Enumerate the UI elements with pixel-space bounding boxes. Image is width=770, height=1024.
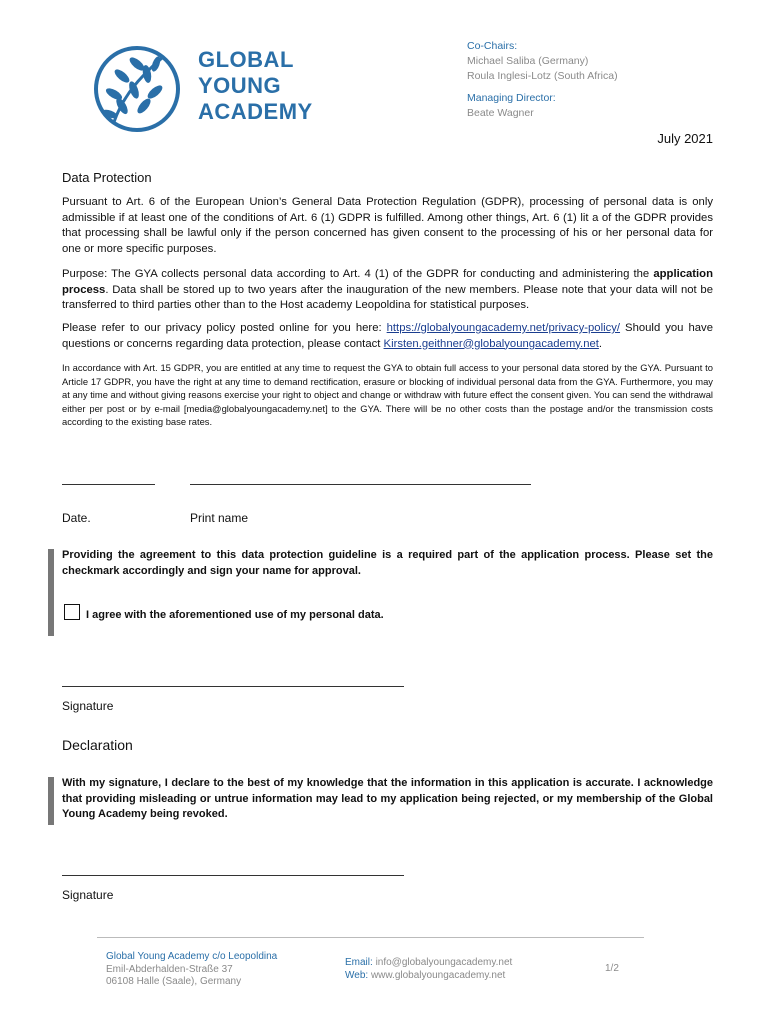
paragraph-gdpr: Pursuant to Art. 6 of the European Union’s General Data Protection Regulation (GDPR), processing of personal data is only admissible if at least one of the conditions of Art. 6 (1) GDPR is fulfilled. Among other things, Art. 6 (1) lit a of the GDPR provides that processing shall be lawful only if the person concerned has given consent to the processing of his or her personal data for one or more specific purposes. xyxy=(62,196,713,255)
declaration-side-bar xyxy=(48,777,54,825)
policy-text-b: Should you have questions or concerns regarding data protection, please contact xyxy=(62,322,713,350)
cochairs-label: Co-Chairs: xyxy=(467,40,518,52)
footer-web[interactable]: www.globalyoungacademy.net xyxy=(370,969,506,981)
declaration-text: With my signature, I declare to the best of my knowledge that the information in this application is accurate. I acknowledge that providing misleading or untrue information may lead to my application being rejected, or my membership of the Global Young Academy being revoked. xyxy=(62,777,713,820)
agree-checkbox-label: I agree with the aforementioned use of my personal data. xyxy=(86,609,384,621)
agreement-side-bar xyxy=(48,549,54,636)
privacy-policy-link[interactable]: https://globalyoungacademy.net/privacy-policy/ xyxy=(386,322,621,334)
footer-email[interactable]: info@globalyoungacademy.net xyxy=(375,957,513,968)
logo-line3: ACADEMY xyxy=(198,99,313,124)
policy-text-a: Please refer to our privacy policy posted online for you here: xyxy=(62,322,387,334)
date-line[interactable] xyxy=(62,484,155,485)
signature-label-1: Signature xyxy=(62,699,114,713)
director-label: Managing Director: xyxy=(467,92,556,104)
leaf-globe-icon xyxy=(92,44,184,134)
footer-street: Emil-Abderhalden-Straße 37 xyxy=(106,963,233,975)
footer-email-label: Email: xyxy=(345,957,376,968)
signature-line-2[interactable] xyxy=(62,875,404,876)
date-label: Date. xyxy=(62,511,91,525)
section-title-data-protection: Data Protection xyxy=(62,170,152,185)
print-name-label: Print name xyxy=(190,511,249,525)
policy-text-c: . xyxy=(598,337,603,350)
footer-org: Global Young Academy c/o Leopoldina xyxy=(106,951,278,962)
logo-line1: GLOBAL xyxy=(198,47,294,72)
gya-logo xyxy=(92,44,342,134)
paragraph-purpose xyxy=(62,267,713,314)
contact-email-link[interactable]: Kirsten.geithner@globalyoungacademy.net xyxy=(383,337,599,350)
signature-line-1[interactable] xyxy=(62,686,404,687)
logo-line2: YOUNG xyxy=(198,73,282,98)
agreement-text: Providing the agreement to this data protection guideline is a required part of the application process. Please set the checkmark accordingly and sign your name for approval. xyxy=(62,549,713,577)
footer-web-label: Web: xyxy=(345,969,371,981)
cochair-1: Michael Saliba (Germany) xyxy=(467,55,589,67)
purpose-bold: application process xyxy=(62,268,713,296)
page-number: 1/2 xyxy=(605,963,619,974)
paragraph-privacy-policy xyxy=(62,321,713,352)
cochair-2: Roula Inglesi-Lotz (South Africa) xyxy=(467,70,618,82)
footer-divider xyxy=(97,937,644,938)
purpose-text-a: Purpose: The GYA collects personal data according to Art. 4 (1) of the GDPR for conducting and administering the xyxy=(62,268,654,280)
purpose-text-c: . Data shall be stored up to two years after the inauguration of the new members. Please note that your data will not be transferred to third parties other than to the Host academy Leopoldina for statistical purposes. xyxy=(62,283,713,311)
director-name: Beate Wagner xyxy=(467,107,534,119)
footer-city: 06108 Halle (Saale), Germany xyxy=(106,976,242,987)
paragraph-rights: In accordance with Art. 15 GDPR, you are entitled at any time to request the GYA to obtain full access to your personal data stored by the GYA. Pursuant to Article 17 GDPR, you have the right at any time to demand rectification, erasure or blocking of individual personal data from the GYA. Furthermore, you may at any time and without giving reasons exercise your right to object and change or withdraw with future effect the consent given. You can send the withdrawal either per post or by e-mail [media@globalyoungacademy.net] to the GYA. There will be no other costs than the postage and/or the transmission costs according to the existing base rates. xyxy=(62,362,713,427)
agree-checkbox[interactable] xyxy=(64,604,80,620)
print-name-line[interactable] xyxy=(190,484,531,485)
section-title-declaration: Declaration xyxy=(62,737,133,753)
document-date: July 2021 xyxy=(657,131,713,146)
signature-label-2: Signature xyxy=(62,888,114,902)
